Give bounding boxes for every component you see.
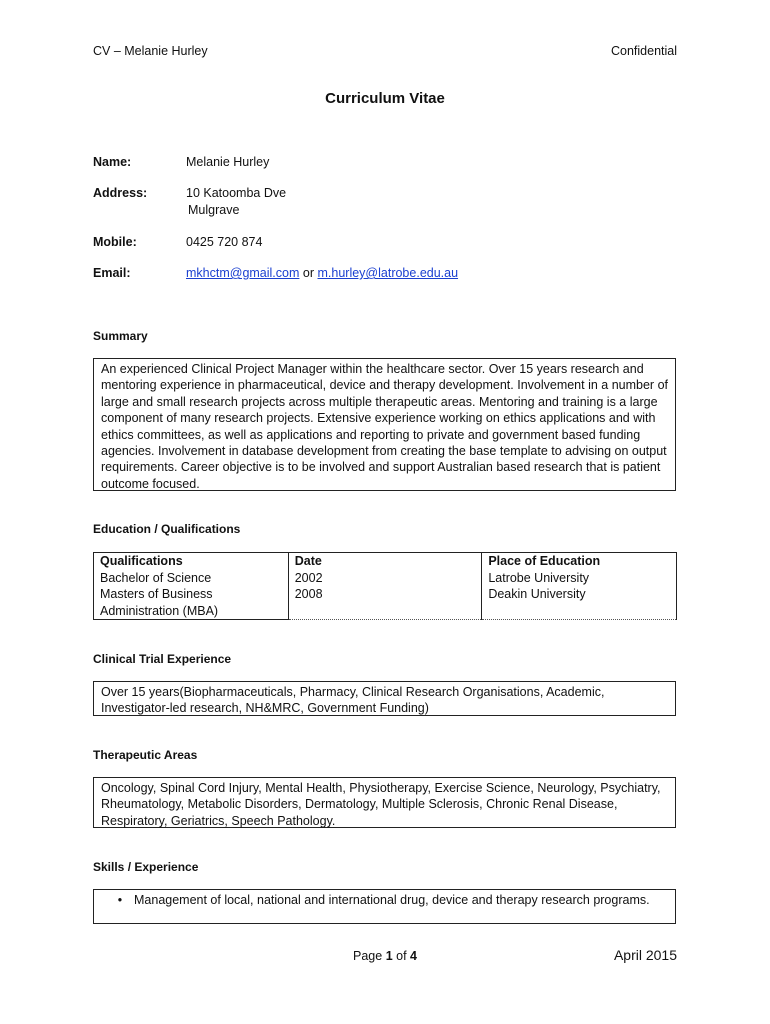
email-label: Email: (93, 266, 131, 280)
footer-date: April 2015 (613, 947, 677, 963)
education-header-row (94, 553, 677, 570)
address-line2: Mulgrave (188, 203, 240, 217)
address-label: Address: (93, 186, 148, 200)
name-value: Melanie Hurley (186, 155, 270, 169)
date-cell: 2008 (288, 586, 482, 620)
page-number (353, 949, 417, 963)
email-value (186, 265, 458, 282)
page-total: 4 (410, 949, 417, 963)
qualification-cell: Masters of Business Administration (MBA) (94, 586, 289, 620)
table-row (94, 570, 677, 587)
therapeutic-box: Oncology, Spinal Cord Injury, Mental Health, Physiotherapy, Exercise Science, Neurology, Psychiatry, Rheumatology, Metabolic Disorders, Dermatology, Multiple Sclerosis, Chronic Renal Disease, Respiratory, Geriatrics, Speech Pathology. (93, 777, 676, 828)
page-title: Curriculum Vitae (325, 90, 445, 107)
therapeutic-heading: Therapeutic Areas (93, 748, 198, 762)
skills-heading: Skills / Experience (93, 860, 199, 874)
summary-box: An experienced Clinical Project Manager within the healthcare sector. Over 15 years research and mentoring experience in pharmaceutical, device and therapy development. Involvement in a number of large and small research projects across multiple therapeutic areas. Mentoring and training is a large component of many research projects. Extensive experience working on ethics applications and with ethics committees, as well as applications and reporting to private and government based funding agencies. Involvement in database development from creating the base template to advising on output requirements. Career objective is to be involved and support Australian based research that is patient outcome focused. (93, 358, 676, 491)
clinical-heading: Clinical Trial Experience (93, 652, 232, 666)
page-prefix: Page (353, 949, 383, 963)
header-left: CV – Melanie Hurley (93, 44, 208, 58)
col-date: Date (288, 553, 482, 570)
table-row (94, 586, 677, 620)
mobile-label: Mobile: (93, 235, 137, 249)
email-link-latrobe[interactable]: m.hurley@latrobe.edu.au (317, 266, 459, 280)
email-link-gmail[interactable]: mkhctm@gmail.com (186, 266, 300, 280)
col-place: Place of Education (482, 553, 677, 570)
bullet-icon: • (117, 893, 123, 907)
qualification-cell: Bachelor of Science (94, 570, 289, 587)
email-separator: or (302, 266, 315, 280)
place-cell: Deakin University (482, 586, 677, 620)
page-current: 1 (385, 949, 393, 963)
page-of: of (396, 949, 407, 963)
mobile-value: 0425 720 874 (186, 235, 263, 249)
summary-heading: Summary (93, 329, 148, 343)
address-line1: 10 Katoomba Dve (186, 186, 287, 200)
address-value (186, 185, 286, 219)
header-right: Confidential (610, 44, 677, 58)
date-cell: 2002 (288, 570, 482, 587)
education-heading: Education / Qualifications (93, 522, 241, 536)
skill-text: Management of local, national and international drug, device and therapy research programs. (134, 893, 650, 907)
clinical-box: Over 15 years(Biopharmaceuticals, Pharmacy, Clinical Research Organisations, Academic, Investigator-led research, NH&MRC, Government Funding) (93, 681, 676, 716)
name-label: Name: (93, 155, 132, 169)
education-table (93, 552, 677, 620)
list-item (94, 892, 669, 908)
col-qualifications: Qualifications (94, 553, 289, 570)
skills-box (93, 889, 676, 924)
place-cell: Latrobe University (482, 570, 677, 587)
